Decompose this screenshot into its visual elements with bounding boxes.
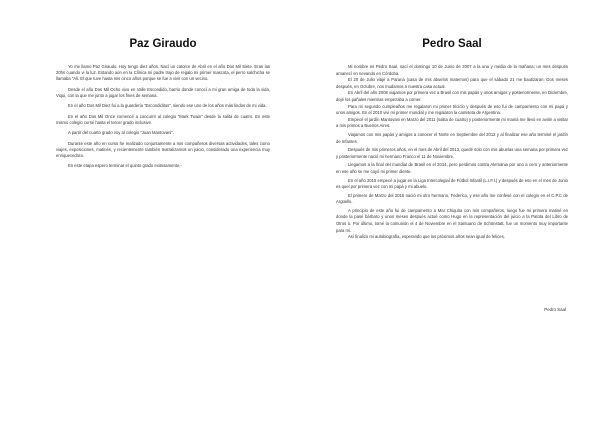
signature: Pedro Saal xyxy=(544,307,566,312)
right-page xyxy=(300,0,600,424)
right-paragraph: Para mi segundo cumpleaños me regalaron mi primer triciclo y después de eso fui de campamento con mi papá y unos amigos. En el 2010 vivi mi primer mundial y me regalaron la camiseta de Argentina. xyxy=(336,103,568,116)
right-page-title: Pedro Saal xyxy=(422,38,482,50)
right-paragraph: Después de mis primeros años, en el mes de Abril del 2013, quedé solo con mis abuelas una semana por primera vez y posteriormente nació mi hermano Franco el 11 de Noviembre. xyxy=(336,147,568,159)
left-paragraph: En este etapa espero terminar el quinto grado exitosamente.- xyxy=(68,163,182,169)
right-paragraph: El primero de Marzo del 2016 nació mi otro hermano, Federico, y ese año me confesé con el colegio en el C.P.C de Argüello. xyxy=(336,192,568,205)
right-paragraph: Así finalizo mi autobiografía, esperando que los próximos años sean igual de felices. xyxy=(348,234,505,240)
right-paragraph: En el año 2015 empecé a jugar en la Liga Intercolegial de Fútbol Infantil (L.I.F.I.) y después de eso en el mes de Junio es quel por primera vez con mi papá y mi abuelo. xyxy=(336,177,568,190)
left-paragraph: En el año Dos Mil Once comencé a concurrir al colegio “Mark Twain” desde la salita de cuatro. En este mismo colegio cursé hasta el tercer grado inclusive. xyxy=(56,113,270,125)
right-paragraph: Llegamos a la final del mundial de Brasil en el 2014, pero perdimos contra Alemania por uno a cero y anteriormente en ese año se me cayó mi primer diente. xyxy=(336,162,568,174)
left-paragraph: Yo me llamo Paz Giraudo. Hoy tengo diez años. Nací un catorce de Abril en el año Dos Mil Siete. Eran las 20hs cuando vi la luz. Estando aún en la Clínica mi padre trajo de regalo mi primer mascota, el perro salchicha se llamaba “Ali. El que tuve hasta mis cinco años porque se fue a vivir con un vecino. xyxy=(56,64,270,82)
right-paragraph: En Abril del año 2008 viajamos por primera vez a Brasil con mis papás y unos amigos y posteriormente, en Diciembre, dejé los pañales mientras empezaba a comer. xyxy=(336,90,568,102)
left-paragraph: Desde el año Dos Mil Ocho vivo en Valle Escondido, barrio donde conocí a mi gran amiga de toda la vida, Viqui, con la que me junto a jugar los fines de semana. xyxy=(56,86,270,98)
right-paragraph: A principio de este año fui de campamento a Mar Chiquita con mis compañeros, luego fue mi primera matiné en donde la pasé bárbaro y unos meses después actué como Hugo en la representación del juicio a la Patota del Libro de Otros o. Por último, tomé la comunión el 4 de Noviembre en el Santuario de Schönstatt, fue un momento muy importante para mí. xyxy=(336,207,568,233)
left-paragraph: A partir del cuarto grado voy al colegio “Juan Mantovani”. xyxy=(68,130,174,136)
right-paragraph: Mi nombre es Pedro Saal, nací el domingo 10 de Junio de 2007 a la una y media de la mañana; un mes después amanecí en nevando en Córdoba. xyxy=(336,64,568,76)
left-page-title: Paz Giraudo xyxy=(129,38,197,50)
right-paragraph: Empecé el jardín Mantovani en Marzo del 2011 (salita de cuatro) y posteriormente mi mamá me llevó en avión a visitar a mis primos a Buenos Aires. xyxy=(336,116,568,129)
right-paragraph: El 20 de Julio viajé a Paraná (casa de mis abuelos maternos) para que el sábado 21 me bautizaran. Dos meses después, en Octubre, nos mudamos a nuestra casa actual. xyxy=(336,77,568,89)
left-paragraph: Durante este año en curso he realizado conjuntamente a mis compañeros diversas actividades, tales como viajes, exposiciones, matinés, y recientemente también teatralizamos un juicio, considerado una experiencia muy enriquecedora. xyxy=(56,140,270,158)
right-paragraph: Viajamos con mis papás y amigos a conocer el Norte en Septiembre del 2012 y al finalizar ese año terminé el jardín de Infantes. xyxy=(336,131,568,144)
left-paragraph: En el año Dos Mil Diez fui a la guardería “Escondiditos”, siendo ese uno de los años más lindos de mi vida. xyxy=(68,103,267,109)
